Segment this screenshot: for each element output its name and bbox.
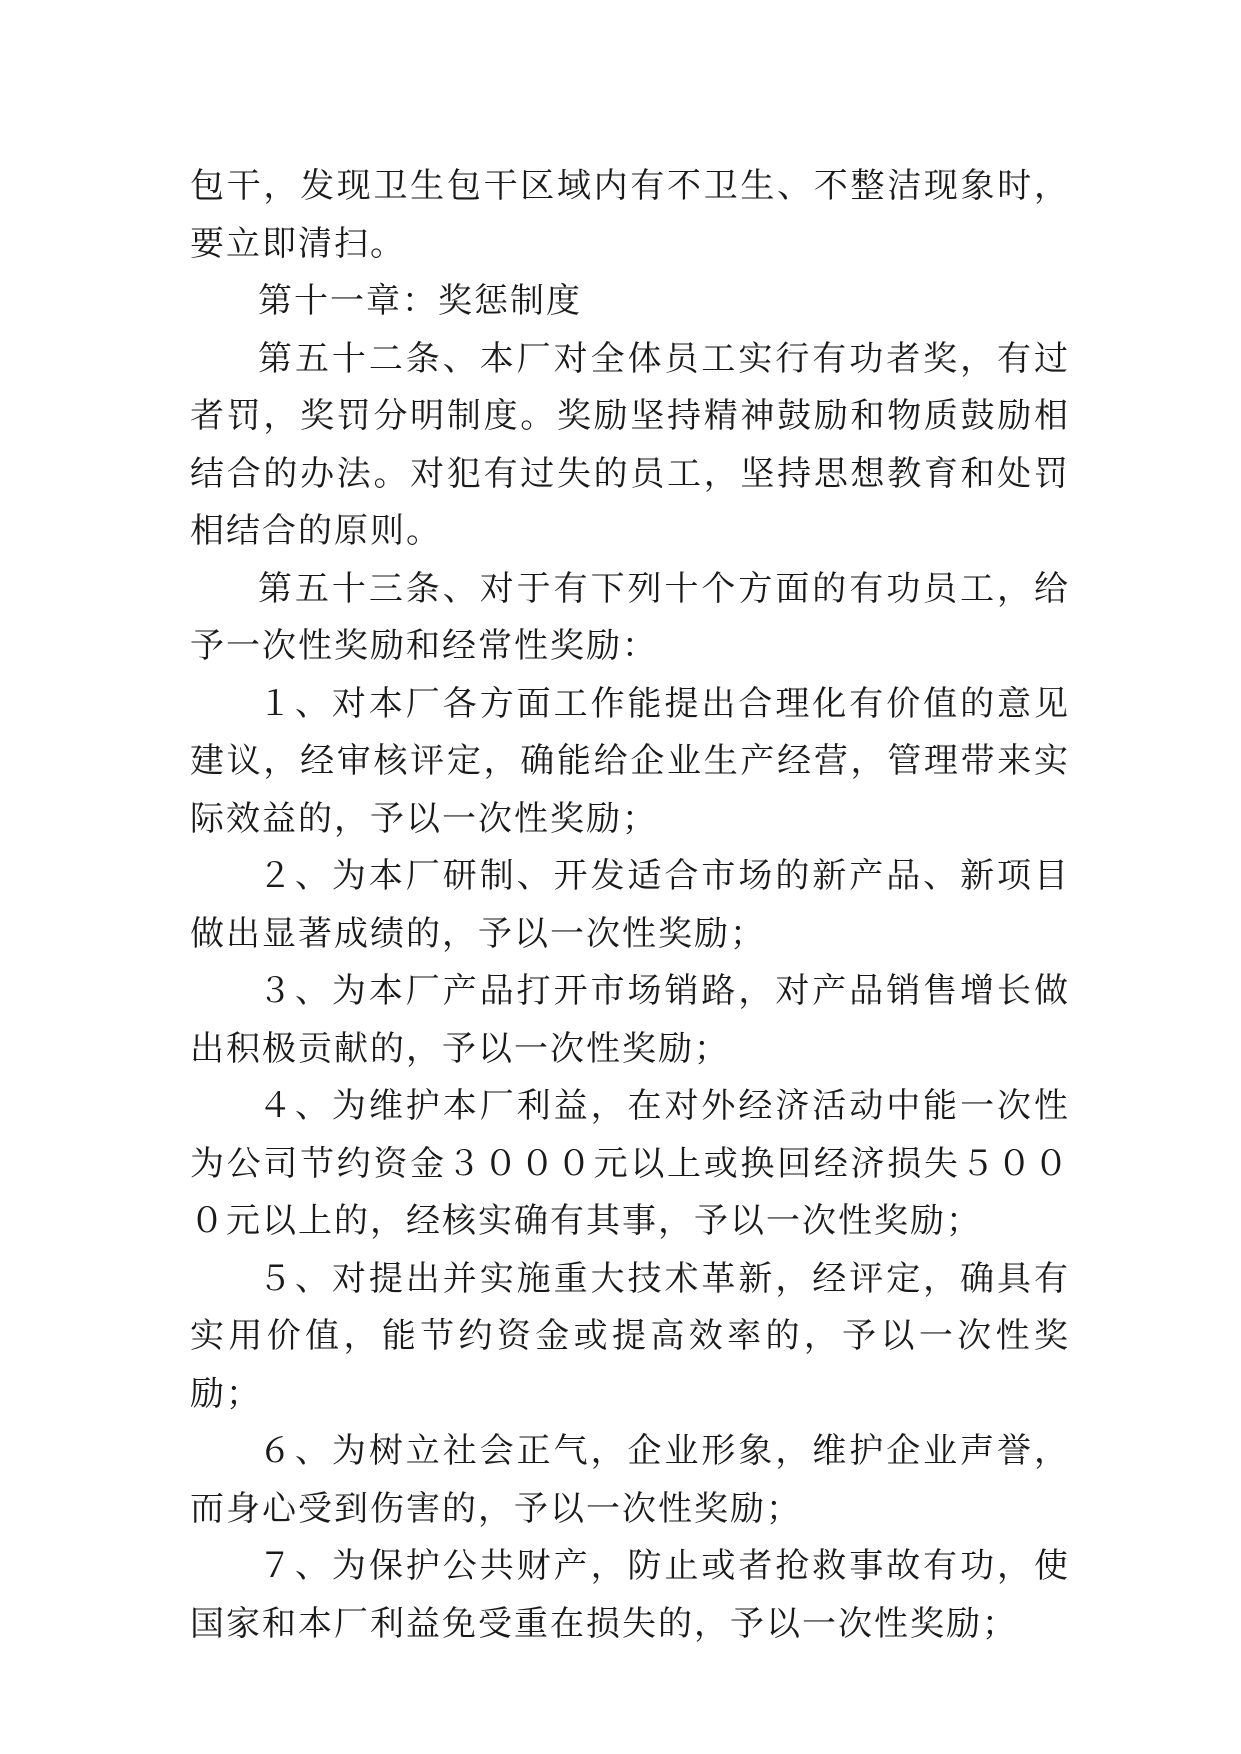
chapter-heading: 第十一章：奖惩制度 — [258, 281, 582, 321]
list-item-3: ３、为本厂产品打开市场销路，对产品销售增长做出积极贡献的，予以一次性奖励； — [190, 971, 1070, 1069]
list-item-5: ５、对提出并实施重大技术革新，经评定，确具有实用价值，能节约资金或提高效率的，予以一次性奖励； — [190, 1258, 1070, 1414]
list-item-2: ２、为本厂研制、开发适合市场的新产品、新项目做出显著成绩的，予以一次性奖励； — [190, 856, 1070, 954]
list-item-6: ６、为树立社会正气，企业形象，维护企业声誉，而身心受到伤害的，予以一次性奖励； — [190, 1431, 1070, 1529]
list-item-1: １、对本厂各方面工作能提出合理化有价值的意见建议，经审核评定，确能给企业生产经营，管理带来实际效益的，予以一次性奖励； — [190, 683, 1070, 839]
article-53: 第五十三条、对于有下列十个方面的有功员工，给予一次性奖励和经常性奖励： — [190, 568, 1070, 666]
document-body — [190, 158, 1070, 1653]
paragraph-continuation: 包干，发现卫生包干区域内有不卫生、不整洁现象时，要立即清扫。 — [190, 166, 1070, 264]
list-item-4: ４、为维护本厂利益，在对外经济活动中能一次性为公司节约资金３０００元以上或换回经济损失５０００元以上的，经核实确有其事，予以一次性奖励； — [190, 1086, 1070, 1241]
article-52: 第五十二条、本厂对全体员工实行有功者奖，有过者罚，奖罚分明制度。奖励坚持精神鼓励和物质鼓励相结合的办法。对犯有过失的员工，坚持思想教育和处罚相结合的原则。 — [190, 338, 1070, 551]
list-item-7: ７、为保护公共财产，防止或者抢救事故有功，使国家和本厂利益免受重在损失的，予以一次性奖励； — [190, 1546, 1070, 1644]
